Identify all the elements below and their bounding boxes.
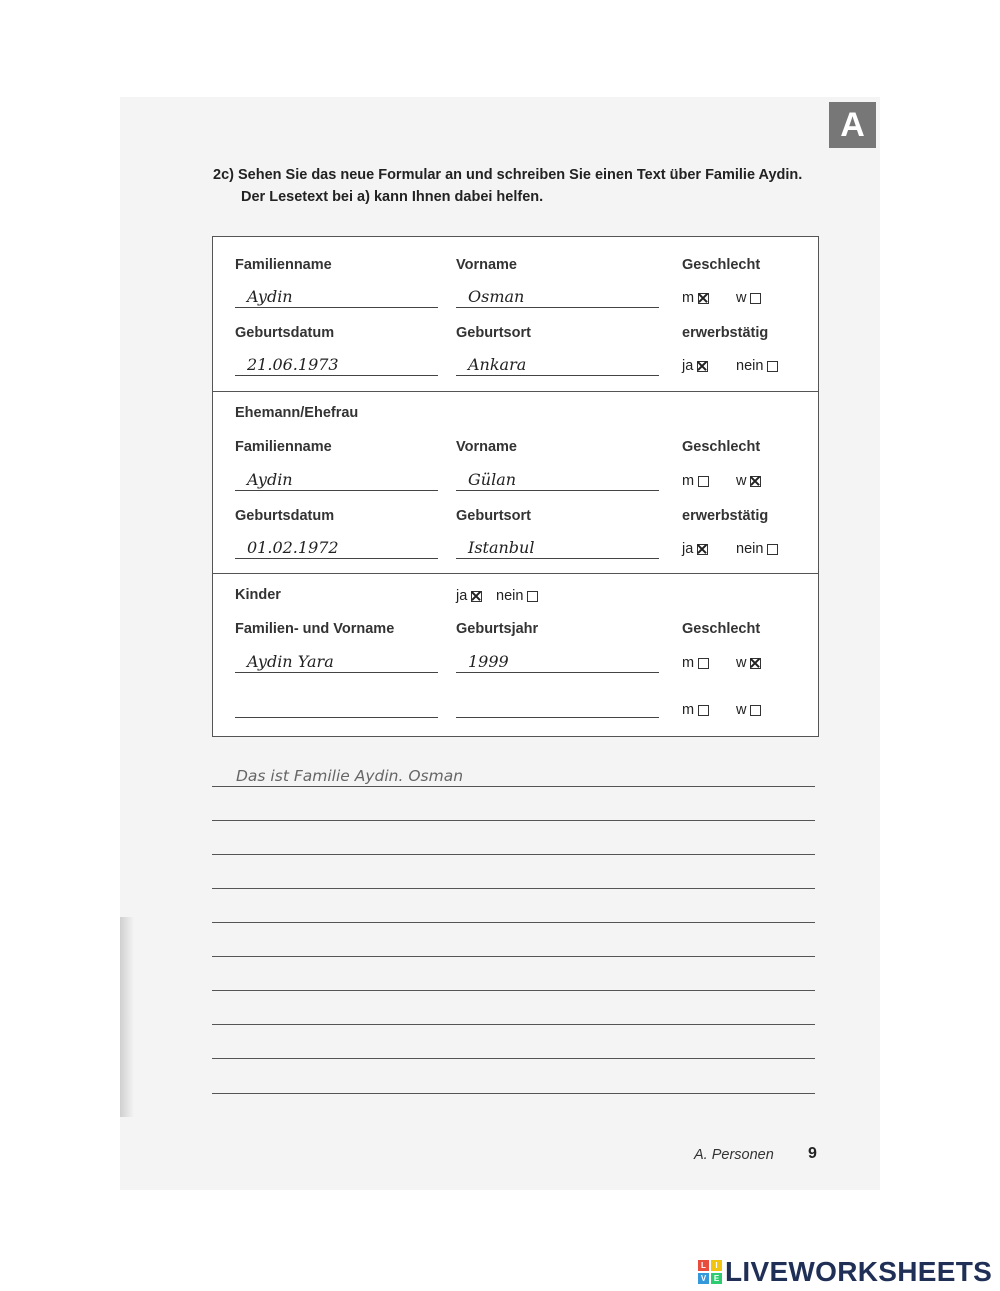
instruction-line-2: Der Lesetext bei a) kann Ihnen dabei helfen.: [241, 189, 544, 205]
spouse-gender-w-option[interactable]: w: [736, 473, 761, 489]
children-ja-checkbox[interactable]: [471, 591, 482, 602]
person-erwerbstaetig-label: erwerbstätig: [682, 325, 769, 341]
liveworksheets-logo: [698, 1256, 992, 1288]
person-employed-nein-checkbox[interactable]: [767, 361, 778, 372]
person-vorname-value: Osman: [468, 287, 525, 306]
liveworksheets-icon: [698, 1260, 722, 1284]
children-geschlecht-label: Geschlecht: [682, 621, 761, 637]
page-number: 9: [808, 1145, 817, 1162]
person-employed-ja-option[interactable]: ja: [682, 358, 708, 374]
writing-line[interactable]: [212, 922, 815, 923]
children-nein-option[interactable]: nein: [496, 588, 538, 604]
children-nein-checkbox[interactable]: [527, 591, 538, 602]
person-employed-ja-checkbox[interactable]: [697, 361, 708, 372]
spouse-vorname-label: Vorname: [456, 439, 517, 455]
person-familienname-value: Aydin: [247, 287, 293, 306]
person-vorname-field[interactable]: [456, 285, 659, 308]
instruction-line-1: 2c) Sehen Sie das neue Formular an und schreiben Sie einen Text über Familie Aydin.: [213, 167, 803, 183]
spouse-familienname-value: Aydin: [247, 470, 293, 489]
writing-line[interactable]: [212, 888, 815, 889]
child-gender-m-option[interactable]: m: [682, 655, 709, 671]
spouse-employed-ja-checkbox[interactable]: [697, 544, 708, 555]
form-divider: [213, 573, 818, 574]
logo-tile: V: [698, 1273, 709, 1284]
child-gender-w-option[interactable]: w: [736, 655, 761, 671]
spouse-geschlecht-label: Geschlecht: [682, 439, 761, 455]
child-name-field[interactable]: [235, 650, 438, 673]
spouse-employed-nein-option[interactable]: nein: [736, 541, 778, 557]
person-geburtsdatum-field[interactable]: [235, 353, 438, 376]
spouse-vorname-field[interactable]: [456, 468, 659, 491]
person-gender-w-checkbox[interactable]: [750, 293, 761, 304]
logo-tile: L: [698, 1260, 709, 1271]
person-familienname-field[interactable]: [235, 285, 438, 308]
writing-line[interactable]: [212, 854, 815, 855]
logo-tile: E: [711, 1273, 722, 1284]
registration-form: [212, 236, 819, 737]
child-gender-m-checkbox[interactable]: [698, 705, 709, 716]
spouse-geburtsort-value: Istanbul: [468, 538, 535, 557]
answer-text[interactable]: Das ist Familie Aydin. Osman: [236, 767, 464, 785]
spouse-geburtsdatum-field[interactable]: [235, 536, 438, 559]
person-employed-nein-option[interactable]: nein: [736, 358, 778, 374]
child-year-field[interactable]: [456, 695, 659, 718]
writing-line[interactable]: [212, 990, 815, 991]
writing-line[interactable]: [212, 1024, 815, 1025]
spouse-vorname-value: Gülan: [468, 470, 517, 489]
spouse-geburtsort-field[interactable]: [456, 536, 659, 559]
chapter-title: A. Personen: [694, 1147, 774, 1163]
person-gender-m-checkbox[interactable]: [698, 293, 709, 304]
child-name-value: Aydin Yara: [247, 652, 334, 671]
spouse-familienname-field[interactable]: [235, 468, 438, 491]
child-gender-m-checkbox[interactable]: [698, 658, 709, 669]
spouse-section-title: Ehemann/Ehefrau: [235, 405, 359, 421]
spouse-geburtsdatum-value: 01.02.1972: [247, 538, 339, 557]
children-ja-option[interactable]: ja: [456, 588, 482, 604]
logo-tile: I: [711, 1260, 722, 1271]
spouse-erwerbstaetig-label: erwerbstätig: [682, 508, 769, 524]
person-geschlecht-label: Geschlecht: [682, 257, 761, 273]
spouse-employed-nein-checkbox[interactable]: [767, 544, 778, 555]
section-tab: A: [829, 102, 876, 148]
child-name-field[interactable]: [235, 695, 438, 718]
writing-line[interactable]: [212, 820, 815, 821]
person-vorname-label: Vorname: [456, 257, 517, 273]
spouse-geburtsort-label: Geburtsort: [456, 508, 531, 524]
writing-line[interactable]: [212, 786, 815, 787]
person-geburtsort-label: Geburtsort: [456, 325, 531, 341]
child-gender-w-checkbox[interactable]: [750, 658, 761, 669]
spouse-gender-w-checkbox[interactable]: [750, 476, 761, 487]
person-geburtsdatum-label: Geburtsdatum: [235, 325, 335, 341]
children-geburtsjahr-label: Geburtsjahr: [456, 621, 539, 637]
spouse-gender-m-option[interactable]: m: [682, 473, 709, 489]
spouse-geburtsdatum-label: Geburtsdatum: [235, 508, 335, 524]
brand-name: LIVEWORKSHEETS: [725, 1256, 993, 1287]
writing-line[interactable]: [212, 1058, 815, 1059]
writing-line[interactable]: [212, 956, 815, 957]
child-gender-w-option[interactable]: w: [736, 702, 761, 718]
child-year-value: 1999: [468, 652, 509, 671]
children-name-label: Familien- und Vorname: [235, 621, 395, 637]
task-instruction: [213, 164, 802, 208]
person-familienname-label: Familienname: [235, 257, 332, 273]
person-gender-m-option[interactable]: m: [682, 290, 709, 306]
person-geburtsdatum-value: 21.06.1973: [247, 355, 339, 374]
child-year-field[interactable]: [456, 650, 659, 673]
spouse-gender-m-checkbox[interactable]: [698, 476, 709, 487]
spouse-employed-ja-option[interactable]: ja: [682, 541, 708, 557]
spouse-familienname-label: Familienname: [235, 439, 332, 455]
children-section-title: Kinder: [235, 587, 281, 603]
person-gender-w-option[interactable]: w: [736, 290, 761, 306]
writing-line[interactable]: [212, 1093, 815, 1094]
form-divider: [213, 391, 818, 392]
person-geburtsort-field[interactable]: [456, 353, 659, 376]
child-gender-w-checkbox[interactable]: [750, 705, 761, 716]
child-gender-m-option[interactable]: m: [682, 702, 709, 718]
person-geburtsort-value: Ankara: [468, 355, 527, 374]
